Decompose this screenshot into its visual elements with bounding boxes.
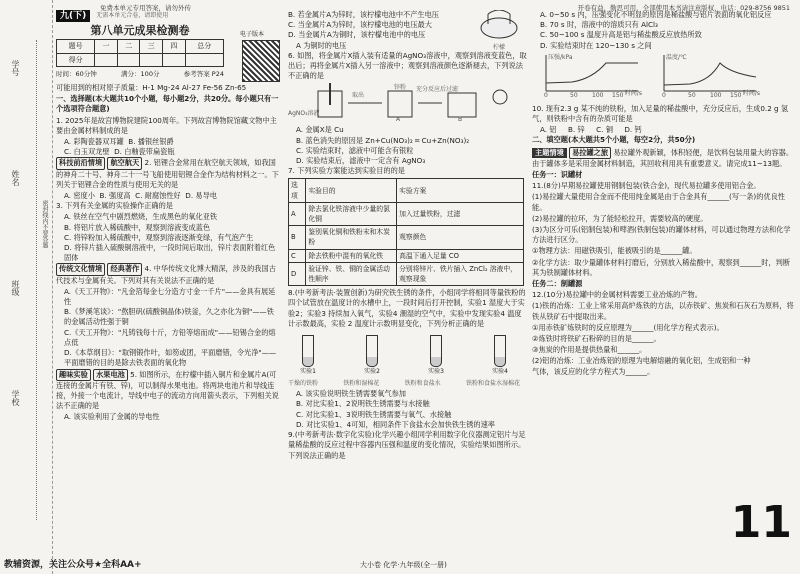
question-12-5[interactable]: (2)铝的冶炼：工业冶炼铝的原理为电解熔融的氧化铝，生成铝和一种气体，该反应的化学方程式为______。 (532, 356, 751, 376)
question-7: 7. 下列实验方案能达到实验目的的是 (288, 166, 405, 176)
tube-2 (352, 331, 392, 377)
section-2-heading: 二、填空题(本大题共5个小题，每空2分，共50分) (532, 135, 696, 145)
header-right-notice: 开卷有益，勤思可用，全部使用本书请注意版权，电话：029-8756 9851 (577, 4, 790, 12)
tick: 50 (688, 91, 696, 99)
question-11-4[interactable]: ①物理方法：用磁铁吸引，能被吸引的是______罐。 (532, 246, 697, 256)
graph-xlabel: 时间/s (624, 89, 642, 97)
question-12-4[interactable]: ③焦炭的作用是提供热量和______。 (532, 345, 647, 355)
option[interactable]: C. 白玉双龙壁 (64, 147, 110, 157)
cell: C (289, 249, 306, 262)
option[interactable]: D. 实验结束时在 120~130 s 之间 (540, 40, 652, 50)
option[interactable]: D. 实验结束后，滤液中一定含有 AgNO₃ (296, 156, 426, 166)
question-6: 6. 如图，将金属片X插入装有适量的AgNO₃溶液中，观察到溶液变蓝色，取出后；再将金属片X插入另一溶液中；观察到溶液颜色逐渐褪去，下列说法不正确的是 (288, 50, 527, 81)
graph-ylabel: 压强/kPa (548, 53, 573, 61)
option[interactable]: B.《梦溪笔谈》："熬胆矾(硫酸铜晶体)铁釜，久之亦化为铜"——铁的金属活动性强于铜 (64, 307, 274, 327)
question-8-options (288, 389, 528, 430)
tick: 0 (544, 91, 548, 99)
graph-ylabel: 温度/℃ (666, 53, 687, 61)
tag-classics: 经典著作 (107, 263, 142, 275)
option[interactable]: A. 0~50 s 内，压强变化不明显的原因是稀盐酸与铝片表面的氧化铝反应 (540, 10, 772, 19)
option[interactable]: D. 白釉瓷带扁瓷瓶 (114, 147, 175, 157)
option[interactable]: B. 播银丝银爵 (128, 137, 174, 147)
table-row[interactable] (289, 202, 524, 225)
option[interactable]: C. 铜 (596, 125, 613, 135)
option[interactable]: A. 密度小 (64, 191, 95, 201)
cell: 分别将锌片、铁片插入 ZnCl₂ 溶液中，观察现象 (397, 262, 524, 285)
tag-aerospace: 航空航天 (107, 157, 142, 169)
question-12-1: (1)铁的冶炼：工业上常采用高炉炼铁的方法，以赤铁矿、焦炭和石灰石为原料，将铁从铁矿石中提取出来。 (532, 301, 794, 321)
option[interactable]: B. 将铝片放入稀硫酸中，观察到溶液变成蓝色 (64, 222, 211, 232)
option[interactable]: B. 70 s 时，溶液中的溶质只有 AlCl₃ (540, 20, 658, 30)
question-4: 4. 中华传统文化博大精深，涉及的我国古代技术与金属有关。下列对其有关说法不正确的是 (56, 264, 276, 285)
question-11-2[interactable]: (2)易拉罐的拉环，为了能轻松拉开，需要较高的硬度。 (532, 213, 708, 223)
question-5: 5. 如图所示，在柠檬中插入铜片和金属片A(可连接的金属片有铁、锌)，可以制得水果电池。将两块电池片和导线连接，外接一个电流计，导线中电子的流动方向用箭头表示，下列相关说法不正确的是 (56, 369, 279, 411)
question-3: 3. 下列有关金属的实验操作正确的是 (56, 201, 173, 211)
apparatus-label: 锌粉 (394, 84, 407, 92)
task-1-heading: 任务一：识罐材 (532, 170, 583, 180)
page-footer: 大小卷 化学·九年级(全一册) (360, 561, 447, 569)
option[interactable]: C. 50~100 s 温度升高是铝与稀盐酸反应放热所致 (540, 30, 702, 40)
question-4-options (56, 287, 280, 369)
brand-footer: 教辅资源，关注公众号★全科AA+ (4, 560, 142, 570)
theme-text: 易拉罐外观新颖，体积轻便，是饮料包装用量大的容器。由于罐体多是采用金属材料制造，其回收利用具有重要意义。请完成11~13题。 (532, 147, 794, 168)
graph-xlabel: 时间/s (742, 89, 760, 97)
option[interactable]: A. 铁丝在空气中剧烈燃烧，生成黑色的氧化亚铁 (64, 212, 218, 222)
tube-label: 实验1 (300, 367, 316, 375)
answer-reference: 参考答案 P24 (183, 69, 224, 78)
question-12-3[interactable]: ②炼铁时将铁矿石粉碎的目的是______。 (532, 334, 661, 344)
score-input-cell[interactable] (163, 53, 186, 66)
score-header-cell: 题号 (57, 40, 95, 53)
cut-line (36, 40, 37, 520)
pressure-graph (532, 53, 642, 101)
tag-fruit-battery: 水果电池 (93, 369, 128, 381)
tube-desc: 铁粉和食盐水湿棉花 (465, 380, 520, 388)
graphs (532, 53, 794, 101)
apparatus-figure (288, 83, 528, 123)
header-left-notice: 免费本单元专用答案，请勿外传 (100, 4, 191, 12)
cell: 除去铁粉中混有的氧化铁 (306, 249, 397, 262)
title-bar (56, 10, 280, 22)
tube-glass (430, 335, 442, 367)
question-12: 12.(10分)易拉罐中的金属材料需要工业冶炼的产物。 (532, 290, 702, 300)
tube-4 (480, 331, 520, 377)
cell: 除去氯化铁溶液中少量的氯化铜 (306, 202, 397, 225)
column-3 (532, 10, 794, 378)
option[interactable]: B. 锌 (568, 125, 585, 135)
score-header-cell: 二 (117, 40, 140, 53)
score-input-cell[interactable] (185, 53, 223, 66)
question-11: 11.(8分)早期易拉罐使用钢制包装(铁合金)，现代易拉罐多使用铝合金。 (532, 181, 761, 191)
binding-cut-note: 密封线内不要答题 (41, 200, 48, 248)
lemon-battery-figure (474, 10, 524, 52)
binding-label-name: 姓名 (11, 170, 20, 186)
table-header: 实验目的 (306, 179, 397, 202)
unit-title: 第八单元成果检测卷 (90, 24, 190, 38)
table-row[interactable] (289, 249, 524, 262)
atomic-mass-note: 可能用到的相对原子质量：H-1 Mg-24 Al-27 Fe-56 Zn-65 (56, 83, 247, 93)
option[interactable]: A.《天工开物》："凡金箔每金七分造方寸金一千片"——金具有展延性 (64, 286, 276, 307)
tick: 50 (570, 91, 578, 99)
lemon-icon (474, 10, 524, 40)
tick: 100 (710, 91, 722, 99)
question-2: 2. 铝锂合金常用在航空航天领域，如我国的神舟二十号、神舟二十一号飞船使用铝锂合金作为结构材料之一。下列关于铝锂合金的性质与使用无关的是 (56, 158, 279, 189)
option[interactable]: C. 对比实验1、3说明铁生锈需要与氧气、水接触 (296, 409, 452, 419)
tube-label: 实验3 (428, 367, 444, 375)
question-1-options (56, 137, 280, 157)
apparatus-label: AgNO₃溶液 (288, 110, 320, 118)
tick: 150 (612, 91, 624, 99)
question-9: 9.(中考新考法·数字化实验)化学兴趣小组同学利用数字化仪器测定铝片与足量稀盐酸的反应过程中容器内压强和温度的变化情况，实验结果如图所示。下列说法正确的是 (288, 430, 526, 460)
cell: 鉴别氧化铜和铁粉末和木炭粉 (306, 226, 397, 249)
question-10: 10. 现有2.3 g 某不纯的铁粉，加入足量的稀盐酸中，充分反应后，生成0.2 g 氢气，则铁粉中含有的杂质可能是 (532, 103, 789, 124)
question-11-5[interactable]: ②化学方法：取少量罐体材料打磨后，分别放入稀盐酸中，观察到______时，判断其为铁制罐体材料。 (532, 257, 791, 277)
page-number: 11 (730, 497, 792, 548)
tick: 0 (662, 91, 666, 99)
option[interactable]: A. 金属X是 Cu (296, 125, 344, 135)
option[interactable]: B. 对比实验1、2说明铁生锈需要与水接触 (296, 399, 430, 409)
option[interactable]: C.《天工开物》："凡铸钱每十斤，方铅等熔而成"——铅锡合金的熔点低 (64, 327, 276, 347)
option[interactable]: C. 将锌粉加入稀硫酸中，观察到溶液逐渐变绿，有气泡产生 (64, 232, 254, 242)
cell: 验证锌、铁、铜的金属活动性顺序 (306, 262, 397, 285)
tube-glass (494, 335, 506, 367)
option[interactable]: D.《本草纲目》："取钢锻作叶，如笏或团，平面磨错，令光净"——平面磨错的目的是除去铁表面的氧化物 (64, 348, 277, 368)
score-header-cell: 总分 (185, 40, 223, 53)
binding-label-student-id: 学号 (11, 60, 20, 76)
tube-3 (416, 331, 456, 377)
option[interactable]: A. 铝 (540, 125, 557, 135)
grade-badge: 九(下) (56, 10, 90, 22)
table-header: 选项 (289, 179, 306, 202)
tube-1 (288, 331, 328, 377)
question-6-options (288, 125, 528, 166)
apparatus-label: 取出 (352, 92, 365, 100)
grade-note: 无需本单元合卷，请即使用 (96, 12, 169, 19)
tag-culture: 传统文化情境 (56, 263, 105, 275)
question-11-3: (3)为区分可乐(铝制包装)和啤酒(铁制包装)的罐体材料，可以通过物理方法和化学方法进行区分。 (532, 225, 791, 245)
tag-tech: 科技前沿情境 (56, 157, 105, 169)
lemon-label: 柠檬 (492, 44, 505, 52)
option[interactable]: C. 当金属片A为锌时，该柠檬电池的电压最大 (288, 20, 432, 30)
task-2-heading: 任务二：制罐源 (532, 279, 583, 289)
option[interactable]: B. 蓝色消失的原因是 Zn+Cu(NO₃)₂ ═ Cu+Zn(NO₃)₂ (296, 135, 470, 145)
column-1 (56, 10, 280, 423)
tube-desc: 铁粉和食盐水 (404, 380, 441, 388)
tag-fun-experiment: 趣味实验 (56, 369, 91, 381)
score-table (56, 39, 224, 66)
score-input-cell[interactable] (95, 53, 118, 66)
theme-tag: 主题情境 (532, 148, 567, 158)
option[interactable]: A. 该实验利用了金属的导电性 (64, 412, 160, 422)
tube-descriptions (288, 379, 520, 389)
theme-tag-2: 易拉罐之旅 (569, 147, 611, 159)
option[interactable]: A. 彩陶瓷器双耳罐 (64, 137, 124, 147)
option[interactable]: C. 耐腐蚀性好 (135, 191, 181, 201)
tube-glass (366, 335, 378, 367)
exam-meta (56, 69, 224, 79)
column-2 (288, 10, 528, 462)
apparatus-label: B (458, 116, 463, 124)
apparatus-label: 充分反应后过滤 (416, 86, 459, 94)
option[interactable]: B. 若金属片A为锌时，该柠檬电池中不产生电压 (288, 10, 439, 19)
score-header-cell: 一 (95, 40, 118, 53)
tube-glass (302, 335, 314, 367)
qr-label: 电子版本 (240, 31, 265, 38)
cell: D (289, 262, 306, 285)
score-header-cell: 四 (163, 40, 186, 53)
tube-desc: 铁粉和湿棉花 (343, 380, 380, 388)
temperature-graph (650, 53, 760, 101)
question-2-options (56, 191, 280, 201)
binding-label-school: 学校 (11, 390, 20, 406)
question-8: 8.(中考新考法·装置创新)为研究铁生锈的条件，小组同学将相同等量铁粉的四个试管放在温度计的水槽中上，一段时间后打开控制，实验1 湿度大于实验2；实验3 持续加入氧气，实验4 潮湿的空气中，实验中发现实验4 温度计示数最高，实验 2 温度计示数明显变化，下列分析正确的是 (288, 288, 526, 328)
option[interactable]: D. 对比实验1、4可知，相同条件下食盐水会加快铁生锈的速率 (296, 419, 495, 429)
option[interactable]: D. 将锌片插入硫酸铜溶液中，一段时间后取出，锌片表面附着红色固体 (64, 243, 276, 263)
option[interactable]: A. 该实验说明铁生锈需要氧气参加 (296, 389, 406, 399)
option[interactable]: D. 钙 (624, 125, 642, 135)
exam-time: 时间：60分钟 (56, 69, 97, 78)
binding-label-class: 班级 (11, 280, 20, 296)
question-12-2[interactable]: ①用赤铁矿炼铁时的反应原理为______(用化学方程式表示)。 (532, 322, 724, 332)
option[interactable]: B. 强度高 (99, 191, 131, 201)
score-header-cell: 三 (140, 40, 163, 53)
table-header: 实验方案 (397, 179, 524, 202)
question-10-options (532, 125, 794, 135)
exam-full-score: 满分：100分 (121, 69, 160, 78)
question-1: 1. 2025年是故宫博物院建院100周年。下列故宫博物院馆藏文物中主要由金属材料制成的是 (56, 115, 277, 135)
experiment-table (288, 178, 524, 286)
question-3-options (56, 212, 280, 263)
question-11-1[interactable]: (1)易拉罐大量使用合金而不使用纯金属是由于合金具有______(写一条)的优良性能。 (532, 192, 785, 212)
score-input-cell[interactable] (140, 53, 163, 66)
score-label-cell: 得分 (57, 53, 95, 66)
cell: B (289, 226, 306, 249)
tube-label: 实验4 (492, 367, 508, 375)
tube-desc: 干燥的铁粉 (288, 380, 319, 388)
tick: 100 (592, 91, 604, 99)
tick: 150 (730, 91, 742, 99)
option[interactable]: D. 当金属片A为铜时，该柠檬电池中的电压 (288, 30, 426, 40)
cell: 高温下通入足量 CO (397, 249, 524, 262)
option[interactable]: C. 实验结束时，滤液中可能含有银粒 (296, 145, 414, 155)
test-tubes-figure (288, 331, 520, 377)
binding-margin (0, 0, 53, 574)
option-continued: A 为铜时的电压 (296, 40, 347, 50)
cell: 观察颜色 (397, 226, 524, 249)
score-input-cell[interactable] (117, 53, 140, 66)
question-9-options (532, 10, 794, 51)
tube-label: 实验2 (364, 367, 380, 375)
option[interactable]: D. 易导电 (185, 191, 217, 201)
table-row[interactable] (289, 262, 524, 285)
section-1-heading: 一、选择题(本大题共10个小题，每小题2分，共20分。每小题只有一个选项符合题意) (56, 94, 279, 114)
cell: A (289, 202, 306, 225)
table-row[interactable] (289, 226, 524, 249)
cell: 加入过量铁粉，过滤 (397, 202, 524, 225)
qr-code-icon[interactable] (242, 40, 280, 82)
apparatus-label: A (396, 116, 401, 124)
